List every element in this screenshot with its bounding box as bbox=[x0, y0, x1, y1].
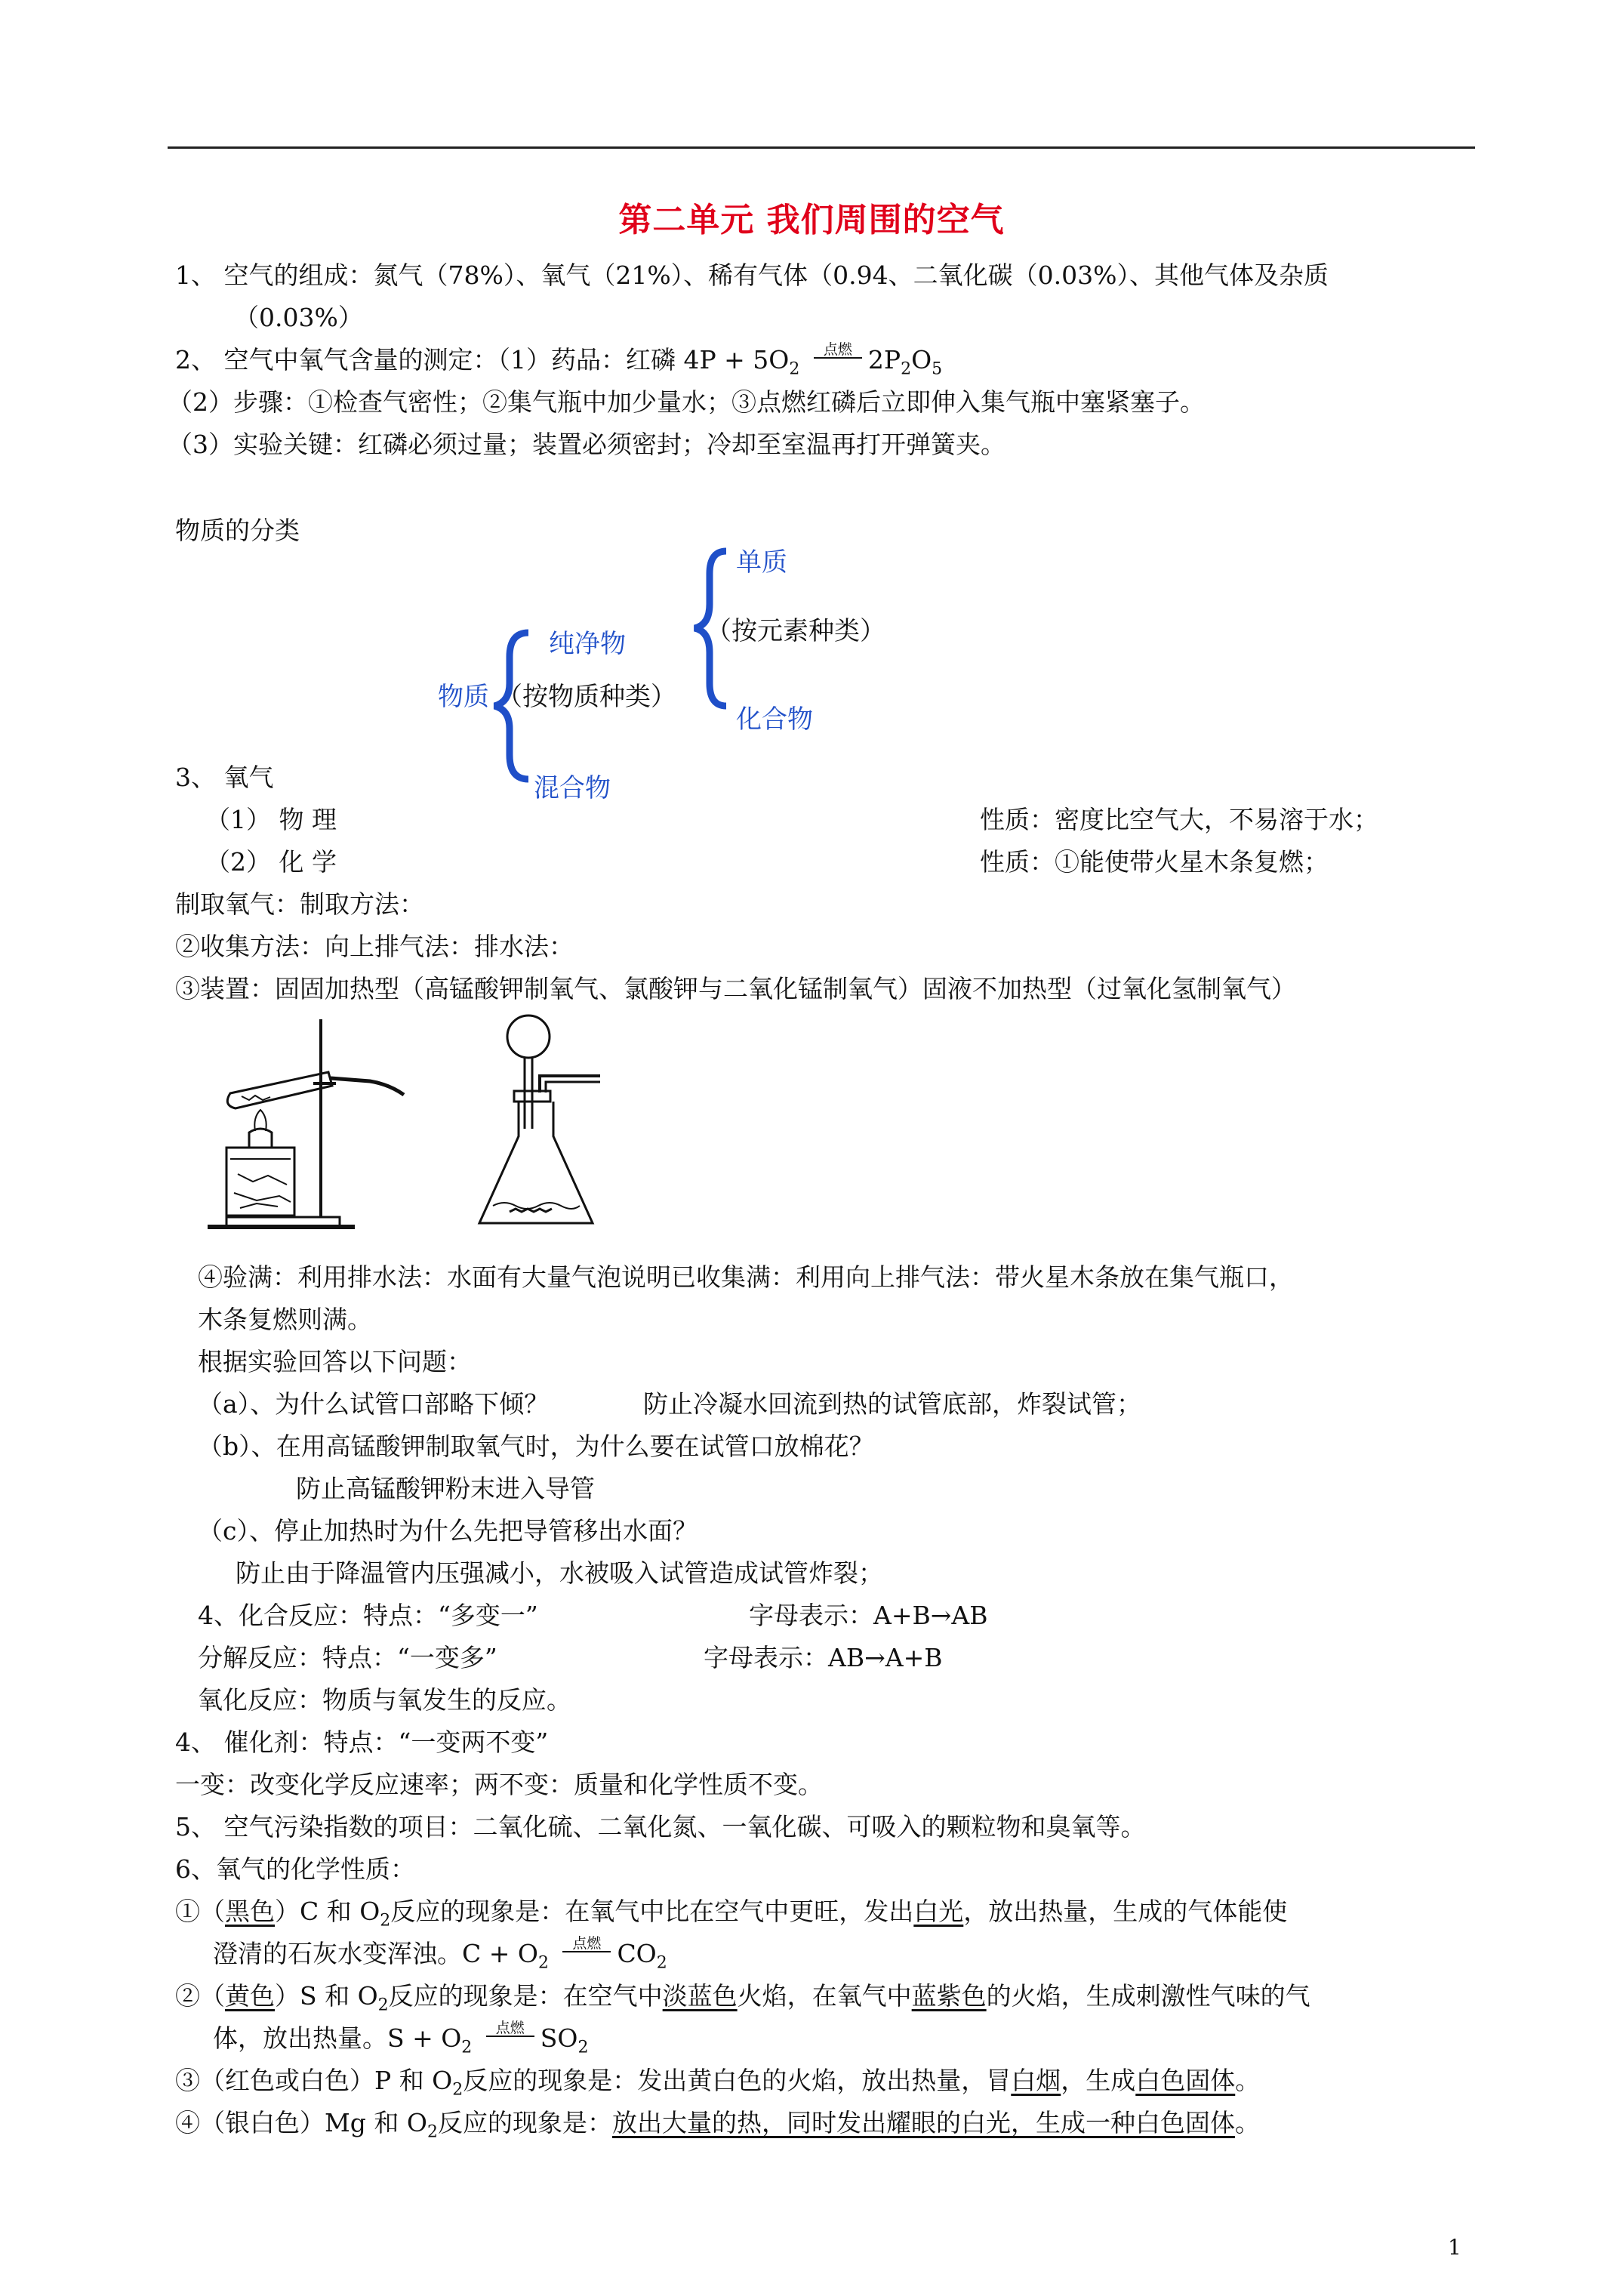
oxidation-reaction: 氧化反应：物质与氧发生的反应。 bbox=[198, 1685, 571, 1715]
element-substance: 单质 bbox=[736, 547, 787, 578]
answer-c: 防止由于降温管内压强减小，水被吸入试管造成试管炸裂； bbox=[236, 1558, 883, 1588]
mixture: 混合物 bbox=[534, 773, 611, 803]
sec1-line1: 1、 空气的组成：氮气（78%）、氧气（21%）、稀有气体（0.94、二氧化碳（0.03%）、其他气体及杂质 bbox=[175, 260, 1329, 290]
apparatus-types: ③装置：固固加热型（高锰酸钾制氧气、氯酸钾与二氧化锰制氧气）固液不加热型（过氧化氢制氧气） bbox=[175, 974, 1296, 1003]
sec1-line2: （0.03%） bbox=[234, 303, 363, 332]
question-a: （a）、为什么试管口部略下倾？ bbox=[198, 1389, 550, 1419]
combination-reaction: 4、化合反应：特点：“多变一” bbox=[198, 1601, 538, 1630]
catalyst-line2: 一变：改变化学反应速率；两不变：质量和化学性质不变。 bbox=[175, 1770, 823, 1799]
flask-apparatus-drawing bbox=[464, 1008, 645, 1234]
physical-label: （1） 物 理 bbox=[205, 805, 337, 834]
full-check-line2: 木条复燃则满。 bbox=[198, 1305, 372, 1334]
sec2-step3: （3）实验关键：红磷必须过量；装置必须密封；冷却至室温再打开弹簧夹。 bbox=[168, 430, 1006, 459]
classification-heading: 物质的分类 bbox=[175, 516, 300, 545]
phosphorus-reaction: ③（红色或白色）P 和 $O_2$反应的现象是：发出黄白色的火焰，放出热量，冒白烟，生成白色固体。 bbox=[175, 2066, 1261, 2100]
pure-basis: （按元素种类） bbox=[706, 616, 885, 646]
page-title: 第二单元 我们周围的空气 bbox=[618, 201, 1005, 239]
oxygen-preparation: 制取氧气：制取方法： bbox=[175, 889, 424, 919]
decomposition-reaction: 分解反应：特点：“一变多” bbox=[198, 1643, 497, 1672]
catalyst-line1: 4、 催化剂：特点：“一变两不变” bbox=[175, 1727, 549, 1757]
pollution-index: 5、 空气污染指数的项目：二氧化硫、二氧化氮、一氧化碳、可吸入的颗粒物和臭氧等。 bbox=[175, 1812, 1146, 1841]
carbon-reaction-line2: 澄清的石灰水变浑浊。$C + O_2$ 点燃 $CO_2$ bbox=[213, 1935, 667, 1973]
chemical-label: （2） 化 学 bbox=[205, 847, 337, 877]
pure-substance: 纯净物 bbox=[549, 629, 626, 659]
magnesium-reaction: ④（银白色）Mg 和 $O_2$反应的现象是：放出大量的热，同时发出耀眼的白光，生成一种白色固体。 bbox=[175, 2108, 1260, 2142]
physical-property: 性质：密度比空气大，不易溶于水； bbox=[980, 805, 1378, 834]
decomposition-letters: 字母表示：AB→A+B bbox=[704, 1643, 943, 1672]
combination-letters: 字母表示：A+B→AB bbox=[749, 1601, 988, 1630]
question-c: （c）、停止加热时为什么先把导管移出水面？ bbox=[198, 1516, 698, 1546]
carbon-reaction-line1: ①（黑色）C 和 $O_2$反应的现象是：在氧气中比在空气中更旺，发出白光，放出热量，生成的气体能使 bbox=[175, 1897, 1288, 1931]
page-number: 1 bbox=[1448, 2235, 1461, 2260]
sulfur-reaction-line2: 体，放出热量。$S + O_2$ 点燃 $SO_2$ bbox=[213, 2020, 589, 2057]
answer-b: 防止高锰酸钾粉末进入导管 bbox=[296, 1474, 595, 1503]
answer-a: 防止冷凝水回流到热的试管底部，炸裂试管； bbox=[643, 1389, 1141, 1419]
sec6-heading: 6、氧气的化学性质： bbox=[175, 1854, 415, 1884]
sec2-step2: （2）步骤：①检查气密性；②集气瓶中加少量水；③点燃红磷后立即伸入集气瓶中塞紧塞子。 bbox=[168, 387, 1205, 417]
full-check-line1: ④验满：利用排水法：水面有大量气泡说明已收集满：利用向上排气法：带火星木条放在集气瓶口， bbox=[198, 1262, 1294, 1292]
question-b: （b）、在用高锰酸钾制取氧气时，为什么要在试管口放棉花？ bbox=[198, 1432, 874, 1461]
reaction-arrow: 点燃 bbox=[808, 345, 868, 375]
sec2-line1: 2、 空气中氧气含量的测定：（1）药品：红磷 $4P + 5O_2$ 点燃 $2P_2O_5$ bbox=[175, 341, 943, 379]
questions-intro: 根据实验回答以下问题： bbox=[198, 1347, 472, 1376]
sulfur-reaction-line1: ②（黄色）S 和 $O_2$反应的现象是：在空气中淡蓝色火焰，在氧气中蓝紫色的火焰，生成刺激性气味的气 bbox=[175, 1981, 1310, 2015]
heating-apparatus-drawing bbox=[196, 1012, 453, 1238]
compound: 化合物 bbox=[736, 704, 813, 735]
sec3-heading: 3、 氧气 bbox=[175, 763, 274, 792]
substance-root: 物质 bbox=[438, 682, 489, 712]
root-basis: （按物质种类） bbox=[497, 682, 676, 712]
chemical-property: 性质：①能使带火星木条复燃； bbox=[980, 847, 1329, 877]
collection-method: ②收集方法：向上排气法：排水法： bbox=[175, 932, 574, 961]
